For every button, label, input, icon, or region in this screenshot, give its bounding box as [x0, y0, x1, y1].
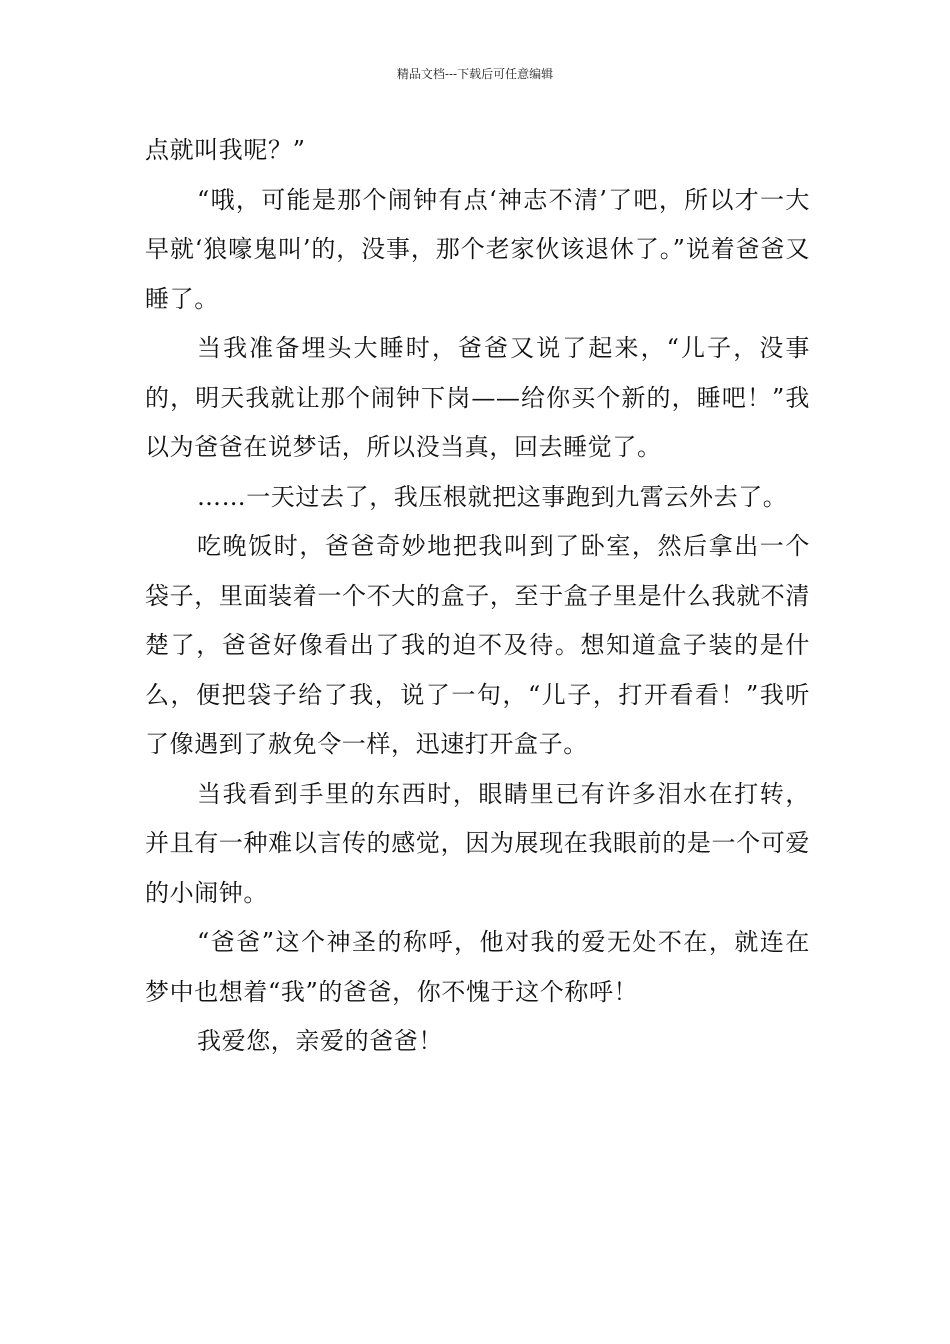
paragraph-2: “哦，可能是那个闹钟有点‘神志不清’了吧，所以才一大早就‘狼嚎鬼叫’的，没事，那个老家伙该退休了。”说着爸爸又睡了。 — [145, 185, 810, 313]
document-body — [145, 126, 810, 1067]
paragraph-5: 吃晚饭时，爸爸奇妙地把我叫到了卧室，然后拿出一个袋子，里面装着一个不大的盒子，至于盒子里是什么我就不清楚了，爸爸好像看出了我的迫不及待。想知道盒子装的是什么，便把袋子给了我，说了一句，“儿子，打开看看！”我听了像遇到了赦免令一样，迅速打开盒子。 — [145, 532, 810, 758]
page-header: 精品文档---下载后可任意编辑 — [396, 67, 554, 81]
paragraph-8: 我爱您，亲爱的爸爸！ — [197, 1027, 443, 1055]
paragraph-1: 点就叫我呢？” — [145, 136, 306, 164]
paragraph-4: ……一天过去了，我压根就把这事跑到九霄云外去了。 — [197, 482, 788, 511]
paragraph-3: 当我准备埋头大睡时，爸爸又说了起来，“儿子，没事的，明天我就让那个闹钟下岗——给你买个新的，睡吧！”我以为爸爸在说梦话，所以没当真，回去睡觉了。 — [145, 334, 810, 461]
paragraph-7: “爸爸”这个神圣的称呼，他对我的爱无处不在，就连在梦中也想着“我”的爸爸，你不愧于这个称呼！ — [145, 928, 810, 1006]
paragraph-6: 当我看到手里的东西时，眼睛里已有许多泪水在打转，并且有一种难以言传的感觉，因为展现在我眼前的是一个可爱的小闹钟。 — [145, 779, 810, 907]
